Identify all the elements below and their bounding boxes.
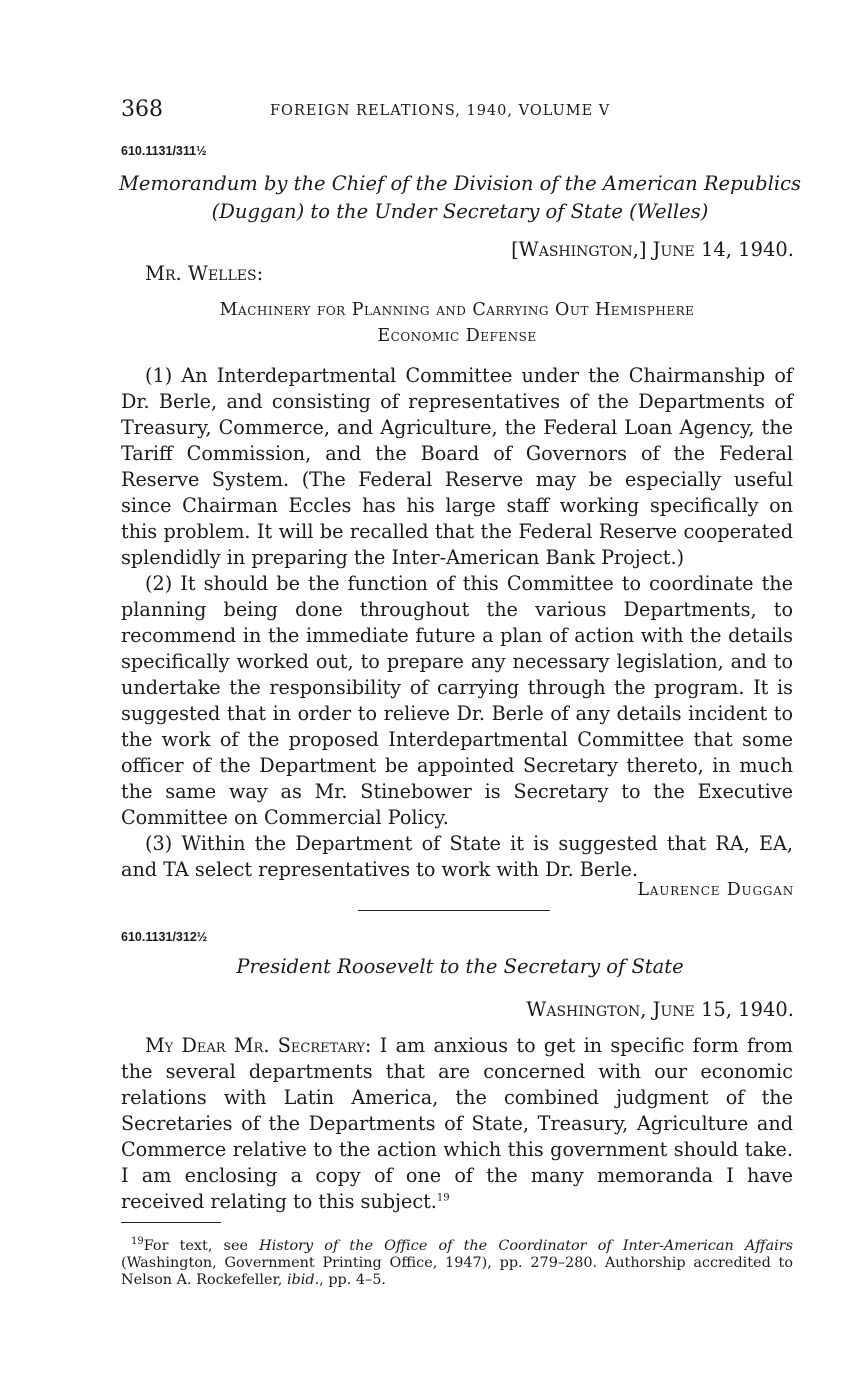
- footnote-rule: [121, 1222, 221, 1223]
- footnote: [121, 1238, 793, 1289]
- dateline: [Washington,] June 14, 1940.: [511, 238, 794, 261]
- letter-salutation: My Dear Mr. Secretary:: [145, 1034, 372, 1057]
- paragraph: (1) An Interdepartmental Committee under the Chairmanship of Dr. Berle, and consisting of representatives of the Departments of Treasury, Commerce, and Agriculture, the Federal Loan Agency, the Tariff Commission, and the Board of Governors of the Federal Reserve System. (The Federal Reserve may be especially useful since Chairman Eccles has his large staff working specifically on this problem. It will be recalled that the Federal Reserve cooperated splendidly in preparing the Inter-American Bank Project.): [121, 364, 793, 569]
- footnote-mark: 19: [131, 1236, 144, 1248]
- footnote-ibid: ibid.: [286, 1272, 320, 1288]
- running-head: FOREIGN RELATIONS, 1940, VOLUME V: [270, 103, 611, 119]
- document-title: President Roosevelt to the Secretary of State: [236, 955, 684, 978]
- file-reference: 610.1131/312½: [121, 930, 208, 944]
- page-number: 368: [121, 97, 163, 122]
- salutation: Mr. Welles:: [145, 262, 264, 285]
- footnote-text: For text, see: [143, 1238, 260, 1254]
- document-title: [110, 170, 810, 226]
- footnote-text: , pp. 4–5.: [319, 1272, 386, 1288]
- section-divider: [358, 910, 550, 911]
- footnote-text: (Washington, Government Printing Office, 1947), pp. 279–280. Authorship accredited to Nelson A. Rockefeller,: [121, 1255, 793, 1288]
- document-title-line-2: (Duggan) to the Under Secretary of State (Welles): [211, 200, 709, 223]
- paragraph: (3) Within the Department of State it is suggested that RA, EA, and TA select representatives to work with Dr. Berle.: [121, 832, 793, 881]
- memo-body: [121, 363, 793, 883]
- document-title-line-1: Memorandum by the Chief of the Division of the American Republics: [118, 172, 802, 195]
- memo-heading-line-1: Machinery for Planning and Carrying Out Hemisphere: [219, 300, 695, 320]
- memo-heading-line-2: Economic Defense: [377, 326, 537, 346]
- footnote-reference[interactable]: 19: [436, 1192, 450, 1204]
- memo-heading: [110, 297, 804, 349]
- footnote-cited-title: History of the Office of the Coordinator of Inter-American Affairs: [259, 1238, 793, 1254]
- letter-paragraph: [121, 1033, 793, 1215]
- paragraph: (2) It should be the function of this Committee to coordinate the planning being done throughout the various Departments, to recommend in the immediate future a plan of action with the details specifically worked out, to prepare any necessary legislation, and to undertake the responsibility of carrying through the program. It is suggested that in order to relieve Dr. Berle of any details incident to the work of the proposed Interdepartmental Committee that some officer of the Department be appointed Secretary thereto, in much the same way as Mr. Stinebower is Secretary to the Executive Committee on Commercial Policy.: [121, 572, 793, 829]
- signature: Laurence Duggan: [637, 880, 794, 900]
- letter-text: I am anxious to get in specific form from the several departments that are concerned with our economic relations with Latin America, the combined judgment of the Secretaries of the Departments of State, Treasury, Agriculture and Commerce relative to the action which this government should take. I am enclosing a copy of one of the many memoranda I have received relating to this subject.: [121, 1034, 793, 1213]
- letter-body: [121, 1033, 793, 1215]
- file-reference: 610.1131/311½: [121, 144, 207, 158]
- dateline: Washington, June 15, 1940.: [526, 998, 794, 1021]
